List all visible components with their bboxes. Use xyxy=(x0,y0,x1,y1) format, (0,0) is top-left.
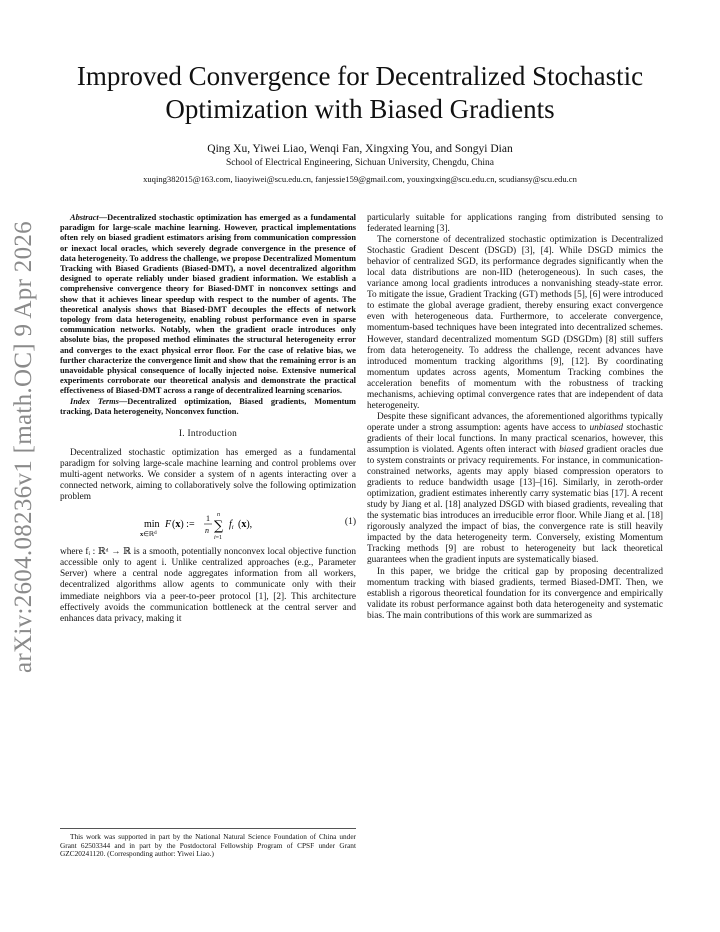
abstract-text: —Decentralized stochastic optimization has emerged as a fundamental paradigm for large-scale machine learning. However, practical implementations often rely on biased gradient estimators arising from communication compression or inexact local oracles, which severely degrade convergence in the presence of data heterogeneity. To address the challenge, we propose Decentralized Momentum Tracking with Biased Gradients (Biased-DMT), a novel decentralized algorithm designed to operate reliably under biased gradient information. We establish a comprehensive convergence theory for Biased-DMT in nonconvex settings and show that it achieves linear speedup with respect to the number of agents. The theoretical analysis shows that Biased-DMT decouples the effects of network topology from data heterogeneity, enabling robust performance even in sparse communication networks. Notably, when the gradient oracle introduces only absolute bias, the proposed method eliminates the structural heterogeneity error and converges to the exact physical error floor. For the case of relative bias, we further characterize the convergence limit and show that the remaining error is an unavoidable physical consequence of locally injected noise. Extensive numerical experiments corroborate our theoretical analysis and demonstrate the practical effectiveness of Biased-DMT across a range of decentralized learning scenarios. xyxy=(60,213,356,396)
intro-paragraph-1: Decentralized stochastic optimization has emerged as a fundamental paradigm for solving large-scale machine learning and control problems over multi-agent networks. We consider a system of n agents interacting over a connected network, aiming to collaboratively solve the following optimization problem xyxy=(60,448,356,503)
arxiv-id: arXiv:2604.08236v1 [math.OC] 9 Apr 2026 xyxy=(10,221,37,673)
svg-text:∑: ∑ xyxy=(214,519,224,535)
svg-text:(x) :=: (x) := xyxy=(172,519,195,531)
right-paragraph-3-part-c: gradient oracles due to system constraints or privacy requirements. For instance, in communication-constrained networks, agents may apply biased compression operators to gradients to reduce bandwidth usage [13]–[16]. Similarly, in zeroth-order optimization, gradient estimates inherently carry systematic bias [17]. A recent study by Jiang et al. [18] analyzed DSGD with biased gradients, revealing that the systematic bias introduces an irreducible error floor. While Jiang et al. [18] rigorously analyzed the impact of bias, the convergence rate is still heavily impacted by the data heterogeneity term. Conversely, existing Momentum Tracking methods [9] are robust to heterogeneity but lack theoretical guarantees when the gradient inputs are systematically biased. xyxy=(367,444,663,566)
equation-formula xyxy=(140,510,290,544)
abstract-label: Abstract xyxy=(70,213,99,222)
svg-text:n: n xyxy=(205,526,209,536)
author-emails: xuqing382015@163.com, liaoyiwei@scu.edu.cn, fanjessie159@gmail.com, youxingxing@scu.edu.cn, scudiansy@scu.edu.cn xyxy=(143,174,577,184)
right-column xyxy=(367,213,663,622)
footnote xyxy=(60,828,356,859)
biased-emphasis: biased xyxy=(559,444,584,455)
right-paragraph-4: In this paper, we bridge the critical gap by proposing decentralized momentum tracking with biased gradients, termed Biased-DMT. Then, we establish a rigorous theoretical foundation for its convergence and empirically validate its robust performance against both data heterogeneity and systematic bias. The main contributions of this work are summarized as xyxy=(367,566,663,621)
right-paragraph-1: particularly suitable for applications ranging from distributed sensing to federated learning [3]. xyxy=(367,213,663,235)
right-paragraph-2: The cornerstone of decentralized stochastic optimization is Decentralized Stochastic Gradient Descent (DSGD) [3], [4]. While DSGD mimics the behavior of centralized SGD, its performance degrades significantly when the local data distributions are non-IID (heterogeneous). In such cases, the variance among local gradients introduces a nonvanishing steady-state error. To mitigate the issue, Gradient Tracking (GT) methods [5], [6] were introduced to estimate the global average gradient, thereby ensuring exact convergence even with heterogeneous data. Furthermore, to accelerate convergence, momentum-based techniques have been integrated into decentralized schemes. However, standard decentralized momentum SGD (DSGDm) [8] still suffers from data heterogeneity. To address the challenge, recent advances have introduced momentum tracking algorithms [9], [12]. By coordinating momentum updates across agents, Momentum Tracking combines the acceleration benefits of momentum with the robustness of tracking mechanisms, achieving optimal convergence rates that are independent of data heterogeneity. xyxy=(367,235,663,411)
title-line-2: Optimization with Biased Gradients xyxy=(165,94,555,124)
intro-paragraph-2: where fᵢ : ℝᵈ → ℝ is a smooth, potentially nonconvex local objective function accessible only to agent i. Unlike centralized approaches (e.g., Parameter Server) where a central node aggregates information from all workers, decentralized algorithms allow agents to communicate only with their immediate neighbors via a peer-to-peer protocol [1], [2]. This architecture effectively avoids the communication bottleneck at the central server and enhances data privacy, making it xyxy=(60,547,356,624)
svg-text:(x),: (x), xyxy=(238,519,253,531)
equation-1 xyxy=(60,507,356,543)
index-terms-text: —Decentralized optimization, Biased gradients, Momentum tracking, Data heterogeneity, Nonconvex function. xyxy=(60,396,356,416)
index-terms-label: Index Terms xyxy=(70,396,119,406)
svg-text:fi: $f_i$ xyxy=(229,519,234,532)
svg-text:1: 1 xyxy=(206,514,210,524)
section-heading: I. Introduction xyxy=(178,429,238,440)
arxiv-watermark xyxy=(0,212,48,682)
right-paragraph-3 xyxy=(367,412,663,567)
abstract xyxy=(60,213,356,397)
authors: Qing Xu, Yiwei Liao, Wenqi Fan, Xingxing You, and Songyi Dian xyxy=(207,143,513,155)
funding-footnote: This work was supported in part by the National Natural Science Foundation of China under Grant 62503344 and in part by the Postdoctoral Fellowship Program of CPSF under Grant GZC20241120. (Corresponding author: Yiwei Liao.) xyxy=(60,832,356,859)
paper-title xyxy=(60,60,660,126)
svg-text:min: min xyxy=(144,519,160,531)
affiliation: School of Electrical Engineering, Sichuan University, Chengdu, China xyxy=(226,158,494,168)
equation-number: (1) xyxy=(344,517,356,528)
right-paragraph-3-part-a: Despite these significant advances, the aforementioned algorithms typically operate under a strong assumption: agents have access to xyxy=(367,411,663,433)
svg-text:n: n xyxy=(217,512,220,519)
svg-text:x∈ℝd: x∈ℝ$^d$ xyxy=(140,531,157,539)
title-line-1: Improved Convergence for Decentralized Stochastic xyxy=(76,61,644,91)
left-column xyxy=(60,213,356,625)
svg-text:F: F xyxy=(165,519,172,531)
unbiased-emphasis: unbiased xyxy=(589,422,624,433)
right-paragraph-3-part-b: stochastic gradients of their local functions. In many practical scenarios, however, this assumption is violated. Agents often interact with xyxy=(367,422,663,455)
svg-text:i=1: i=1 xyxy=(214,535,223,542)
index-terms xyxy=(60,397,356,417)
